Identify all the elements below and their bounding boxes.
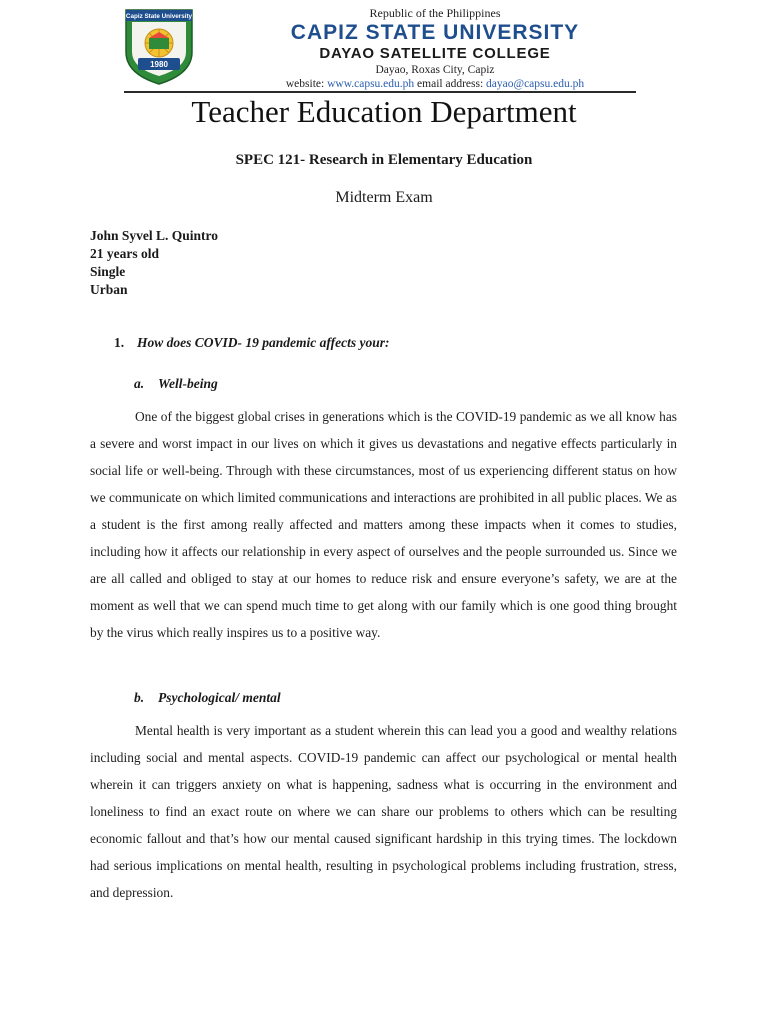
- republic-label: Republic of the Philippines: [369, 6, 501, 20]
- page-title: Teacher Education Department: [191, 94, 577, 129]
- college-address: Dayao, Roxas City, Capiz: [375, 64, 495, 76]
- student-name: John Syvel L. Quintro: [90, 228, 219, 243]
- exam-title: Midterm Exam: [335, 189, 433, 206]
- student-info: [90, 227, 218, 299]
- student-area: Urban: [90, 282, 128, 297]
- website-link[interactable]: www.capsu.edu.ph: [327, 78, 415, 90]
- student-status: Single: [90, 264, 126, 279]
- college-name: DAYAO SATELLITE COLLEGE: [319, 45, 551, 62]
- section-title: Well-being: [158, 376, 218, 391]
- question-text: How does COVID- 19 pandemic affects your:: [137, 335, 390, 350]
- header-divider: [124, 91, 636, 93]
- logo-year: 1980: [150, 60, 168, 69]
- section-heading-b: [134, 690, 281, 706]
- section-paragraph-b: Mental health is very important as a student wherein this can lead you a good and wealthy relations including social and mental aspects. COVID-19 pandemic can affect our psychological or mental health wherein it can triggers anxiety on what is happening, sadness what is occurring in the environment and loneliness to find an exact route on where we can share our problems to others which can be resulting economic fallout and that’s how our mental caused significant hardship in this trying times. The lockdown had serious implications on mental health, resulting in psychological problems including frustration, stress, and depression.: [90, 723, 677, 900]
- section-heading-a: [134, 376, 218, 392]
- university-logo: [122, 8, 196, 86]
- question-1: [114, 335, 390, 351]
- logo-text: Capiz State University: [125, 13, 193, 20]
- website-label: website:: [285, 78, 325, 90]
- question-number: 1.: [114, 335, 125, 350]
- email-link[interactable]: dayao@capsu.edu.ph: [486, 78, 585, 90]
- section-letter: a.: [134, 376, 145, 391]
- university-name: CAPIZ STATE UNIVERSITY: [290, 21, 580, 44]
- section-paragraph-a: One of the biggest global crises in generations which is the COVID-19 pandemic as we all know has a severe and worst impact in our lives on which it gives us devastations and negative effects particularly in social life or well-being. Through with these circumstances, most of us experiencing different status on how we communicate on which limited communications and interactions are prohibited in all public places. We as a student is the first among really affected and matters among these impacts when it comes to studies, including how it affects our relationship in every aspect of ourselves and the people surrounded us. Since we are all called and obliged to stay at our homes to reduce risk and ensure everyone’s safety, we are at the moment as well that we can spend much time to get along with our family which is one good thing brought by the virus which really inspires us to a positive way.: [90, 409, 677, 640]
- section-title: Psychological/ mental: [158, 690, 281, 705]
- student-age: 21 years old: [90, 246, 159, 261]
- email-label: email address:: [417, 78, 484, 90]
- contact-line: [230, 77, 640, 91]
- letterhead: [230, 6, 640, 91]
- course-title: SPEC 121- Research in Elementary Education: [235, 152, 533, 168]
- section-letter: b.: [134, 690, 145, 705]
